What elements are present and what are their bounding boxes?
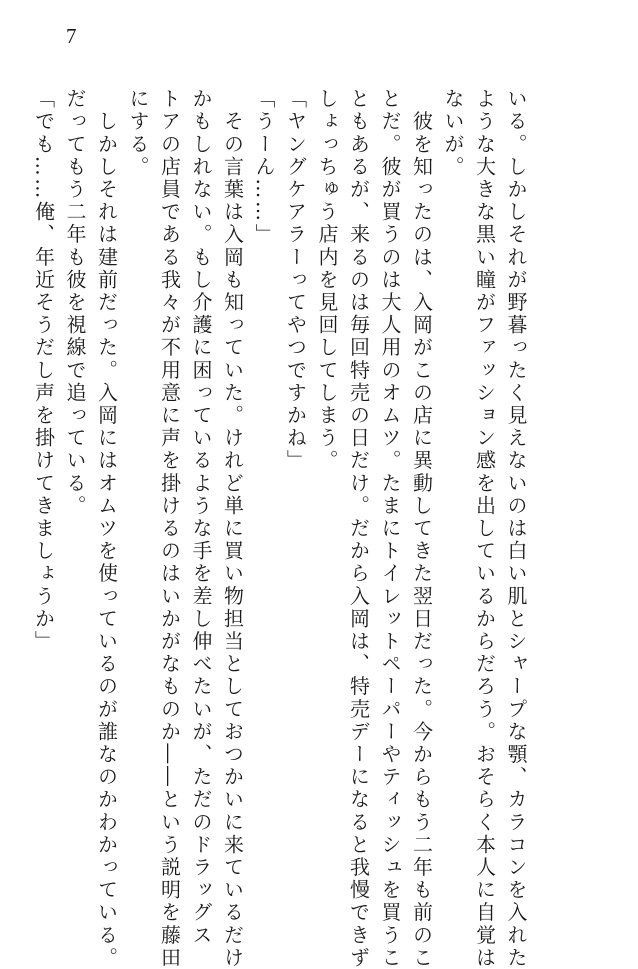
text-line: 「ヤングケアラーってやつですかね」	[283, 88, 308, 473]
text-line: トアの店員である我々が不用意に声を掛けるのはいかがなものか――という説明を藤田	[157, 88, 182, 969]
text-line: いる。しかしそれが野暮ったく見えないのは白い肌とシャープな顎、カラコンを入れた	[504, 88, 528, 969]
text-line: しかしそれは建前だった。入岡にはオムツを使っているのが誰なのかわかっている。	[94, 88, 119, 969]
text-line: しょっちゅう店内を見回してしまう。	[315, 88, 339, 473]
text-line: だってもう二年も彼を視線で追っている。	[63, 88, 87, 518]
text-line: その言葉は入岡も知っていた。けれど単に買い物担当としておつかいに来ているだけ	[220, 88, 245, 969]
text-line: 「うーん……」	[252, 88, 276, 247]
text-line: かもしれない。もし介護に困っているような手を差し伸べたいが、ただのドラッグス	[189, 88, 213, 947]
text-line: ともあるが、来るのは毎回特売の日だけ。だから入岡は、特売デーになると我慢できず	[346, 88, 371, 969]
text-line: 「でも……俺、年近そうだし声を掛けてきましょうか」	[31, 88, 56, 653]
text-line: 彼を知ったのは、入岡がこの店に異動してきた翌日だった。今からもう二年も前のこ	[409, 88, 434, 969]
text-line: にする。	[126, 88, 150, 179]
body-text	[27, 88, 531, 969]
text-line: ような大きな黒い瞳がファッション感を出しているからだろう。おそらく本人に自覚は	[472, 88, 497, 969]
text-line: とだ。彼が買うのは大人用のオムツ。たまにトイレットペーパーやティッシュを買うこ	[378, 88, 402, 969]
text-line: ないが。	[441, 88, 465, 179]
page-number: 7	[66, 24, 77, 48]
